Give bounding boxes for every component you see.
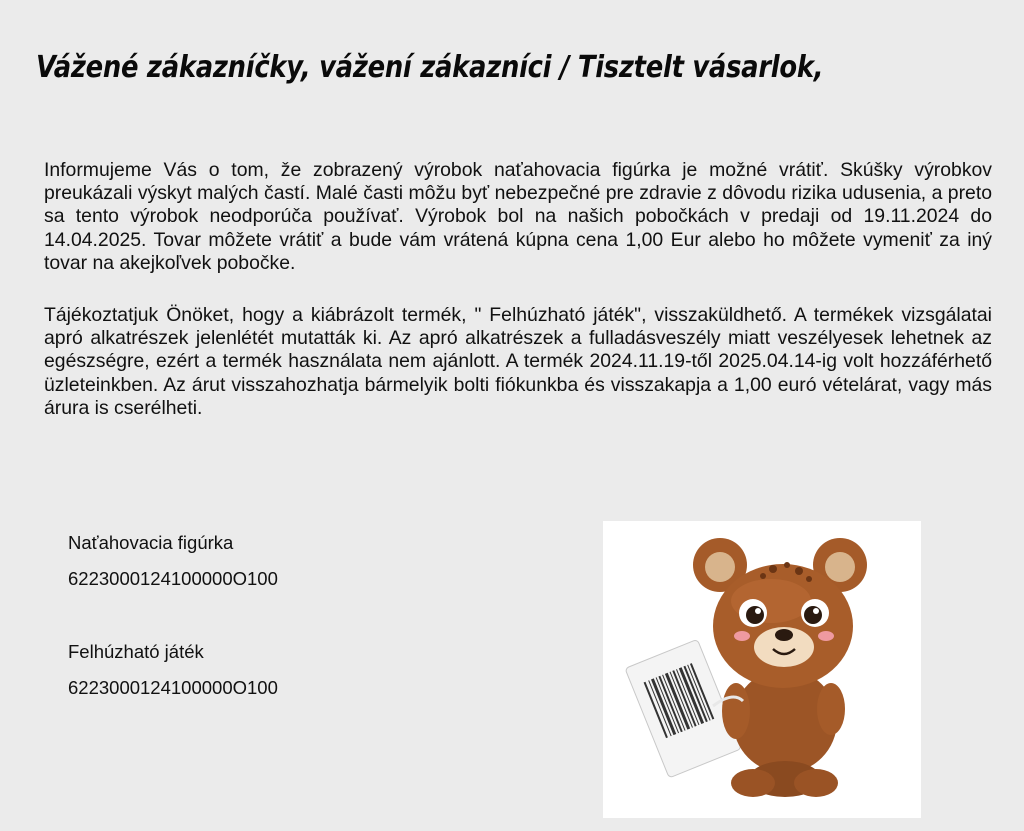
product-photo <box>603 521 921 818</box>
wind-up-bear-toy-icon <box>603 521 921 818</box>
product-name-sk: Naťahovacia figúrka <box>68 532 234 553</box>
product-code-hu: 6223000124100000O100 <box>68 677 278 698</box>
notice-paragraph-sk: Informujeme Vás o tom, že zobrazený výrobok naťahovacia figúrka je možné vrátiť. Skúšky výrobkov preukázali výskyt malých častí. Malé časti môžu byť nebezpečné pre zdravie z dôvodu rizika udusenia, a preto sa tento výrobok neodporúča používať. Výrobok bol na našich pobočkách v predaji od 19.11.2024 do 14.04.2025. Tovar môžete vrátiť a bude vám vrátená kúpna cena 1,00 Eur alebo ho môžete vymeniť za iný tovar na akejkoľvek pobočke. <box>44 159 992 274</box>
notice-paragraph-hu: Tájékoztatjuk Önöket, hogy a kiábrázolt termék, " Felhúzható játék", visszaküldhető. A termékek vizsgálatai apró alkatrészek jelenlétét mutatták ki. Az apró alkatrészek a fulladásveszély miatt veszélyesek lehetnek az egészségre, ezért a termék használata nem ajánlott. A termék 2024.11.19-től 2025.04.14-ig volt hozzáférhető üzleteinkben. Az árut visszahozhatja bármelyik bolti fiókunkba és visszakapja a 1,00 euró vételárat, vagy más árura is cserélheti. <box>44 304 992 419</box>
page-title: Vážené zákazníčky, vážení zákazníci / Tisztelt vásarlok, <box>36 50 824 85</box>
product-code-sk: 6223000124100000O100 <box>68 568 278 589</box>
product-name-hu: Felhúzható játék <box>68 641 204 662</box>
